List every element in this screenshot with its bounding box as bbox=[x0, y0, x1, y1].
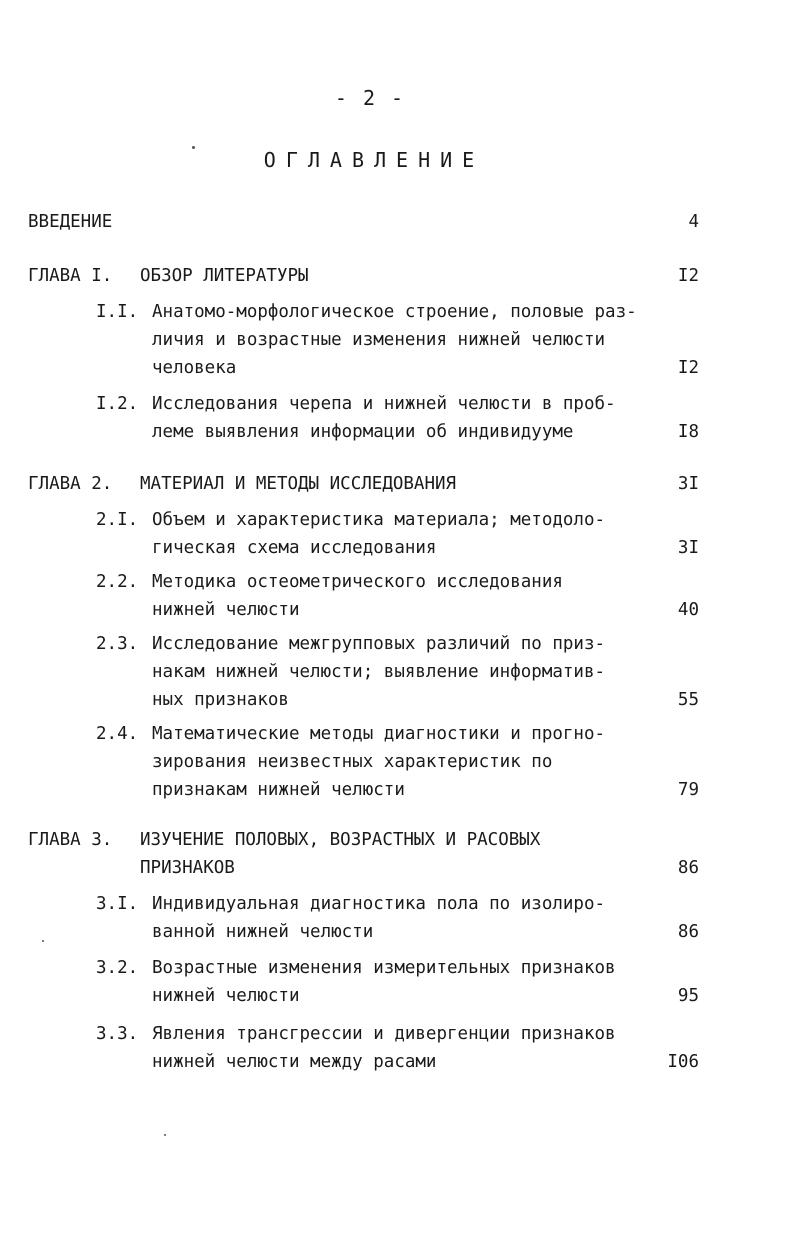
section-page: 3I bbox=[677, 538, 699, 558]
section-number: 2.4. bbox=[96, 724, 139, 744]
section-page: I06 bbox=[667, 1052, 699, 1072]
chapter3-page: 86 bbox=[677, 858, 699, 878]
intro-label: ВВЕДЕНИЕ bbox=[28, 212, 113, 232]
section-text-line: нижней челюсти между расами bbox=[152, 1052, 437, 1072]
section-text-line: зирования неизвестных характеристик по bbox=[152, 752, 553, 772]
section-text-line: Возрастные изменения измерительных признаков bbox=[152, 958, 616, 978]
toc-title: ОГЛАВЛЕНИЕ bbox=[263, 148, 485, 172]
section-text-line: Исследования черепа и нижней челюсти в проб- bbox=[152, 394, 616, 414]
section-page: 95 bbox=[677, 986, 699, 1006]
section-text-line: Исследование межгрупповых различий по приз- bbox=[152, 634, 606, 654]
section-number: 3.2. bbox=[96, 958, 139, 978]
section-text-line: Математические методы диагностики и прогно- bbox=[152, 724, 606, 744]
chapter1-label: ГЛАВА I. bbox=[28, 266, 113, 286]
section-number: 2.I. bbox=[96, 510, 139, 530]
section-page: 40 bbox=[677, 600, 699, 620]
section-text-line: гическая схема исследования bbox=[152, 538, 437, 558]
section-page: 55 bbox=[677, 690, 699, 710]
scan-speck bbox=[164, 1134, 166, 1136]
section-text-line: леме выявления информации об индивидууме bbox=[152, 422, 574, 442]
section-page: 86 bbox=[677, 922, 699, 942]
section-text-line: накам нижней челюсти; выявление информатив- bbox=[152, 662, 606, 682]
section-page: I2 bbox=[677, 358, 699, 378]
section-text-line: признакам нижней челюсти bbox=[152, 780, 405, 800]
section-text-line: личия и возрастные изменения нижней челюсти bbox=[152, 330, 606, 350]
section-text-line: Методика остеометрического исследования bbox=[152, 572, 563, 592]
section-number: I.I. bbox=[96, 302, 139, 322]
section-text-line: ных признаков bbox=[152, 690, 289, 710]
chapter3-title-line: ИЗУЧЕНИЕ ПОЛОВЫХ, ВОЗРАСТНЫХ И РАСОВЫХ bbox=[140, 830, 541, 850]
section-text-line: ванной нижней челюсти bbox=[152, 922, 374, 942]
page-number: - 2 - bbox=[334, 86, 406, 110]
section-text-line: нижней челюсти bbox=[152, 986, 300, 1006]
section-number: 3.I. bbox=[96, 894, 139, 914]
intro-page: 4 bbox=[688, 212, 699, 232]
section-number: 3.3. bbox=[96, 1024, 139, 1044]
scan-speck bbox=[42, 940, 44, 942]
chapter2-title: МАТЕРИАЛ И МЕТОДЫ ИССЛЕДОВАНИЯ bbox=[140, 474, 457, 494]
section-page: I8 bbox=[677, 422, 699, 442]
chapter1-title: ОБЗОР ЛИТЕРАТУРЫ bbox=[140, 266, 309, 286]
section-number: 2.2. bbox=[96, 572, 139, 592]
chapter2-label: ГЛАВА 2. bbox=[28, 474, 113, 494]
scan-speck bbox=[192, 146, 195, 149]
section-text-line: Анатомо-морфологическое строение, половые раз- bbox=[152, 302, 637, 322]
chapter1-page: I2 bbox=[677, 266, 699, 286]
section-text-line: Объем и характеристика материала; методоло- bbox=[152, 510, 606, 530]
section-number: I.2. bbox=[96, 394, 139, 414]
chapter3-label: ГЛАВА 3. bbox=[28, 830, 113, 850]
chapter3-title-line: ПРИЗНАКОВ bbox=[140, 858, 235, 878]
section-text-line: человека bbox=[152, 358, 237, 378]
section-page: 79 bbox=[677, 780, 699, 800]
chapter2-page: 3I bbox=[677, 474, 699, 494]
section-number: 2.3. bbox=[96, 634, 139, 654]
section-text-line: Индивидуальная диагностика пола по изолиро- bbox=[152, 894, 606, 914]
section-text-line: Явления трансгрессии и дивергенции признаков bbox=[152, 1024, 616, 1044]
section-text-line: нижней челюсти bbox=[152, 600, 300, 620]
